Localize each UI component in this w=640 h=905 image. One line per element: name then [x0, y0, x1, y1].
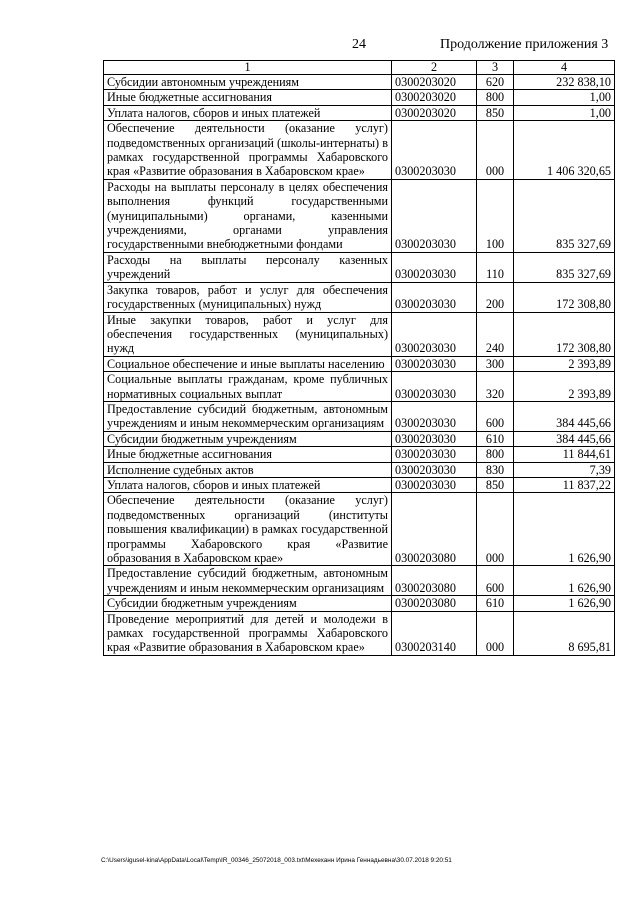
row-code: 0300203080: [392, 596, 477, 611]
row-type: 200: [477, 282, 514, 312]
table-row: [104, 477, 615, 492]
row-type: 240: [477, 312, 514, 356]
row-sum: 384 445,66: [514, 401, 615, 431]
row-code: 0300203030: [392, 121, 477, 180]
row-type: 620: [477, 75, 514, 90]
row-name: Расходы на выплаты персоналу казенных учреждений: [104, 252, 392, 282]
row-type: 320: [477, 372, 514, 402]
row-sum: 2 393,89: [514, 356, 615, 371]
row-name: Социальное обеспечение и иные выплаты населению: [104, 356, 392, 371]
row-type: 000: [477, 121, 514, 180]
row-name: Иные бюджетные ассигнования: [104, 90, 392, 105]
row-name: Социальные выплаты гражданам, кроме публичных нормативных социальных выплат: [104, 372, 392, 402]
row-code: 0300203020: [392, 105, 477, 120]
row-type: 100: [477, 179, 514, 252]
row-name: Обеспечение деятельности (оказание услуг) подведомственных организаций (институты повышения квалификации) в рамках государственной программы Хабаровского края «Развитие образования в Хабаровском крае»: [104, 493, 392, 566]
table-row: [104, 282, 615, 312]
row-sum: 7,39: [514, 462, 615, 477]
row-code: 0300203030: [392, 282, 477, 312]
file-path-footer: C:\Users\igusel-kina\AppData\Local\Temp\IR_00346_25072018_003.txt\Мехеханн Ирина Геннадьевна\30.07.2018 9:20:51: [101, 857, 452, 864]
column-header-sum: 4: [514, 61, 615, 75]
table-row: [104, 121, 615, 180]
row-sum: 172 308,80: [514, 282, 615, 312]
table-row: [104, 90, 615, 105]
row-name: Предоставление субсидий бюджетным, автономным учреждениям и иным некоммерческим организациям: [104, 566, 392, 596]
row-code: 0300203020: [392, 90, 477, 105]
row-type: 000: [477, 611, 514, 655]
row-sum: 1,00: [514, 105, 615, 120]
row-type: 300: [477, 356, 514, 371]
row-sum: 384 445,66: [514, 431, 615, 446]
row-code: 0300203030: [392, 477, 477, 492]
row-code: 0300203030: [392, 356, 477, 371]
row-name: Проведение мероприятий для детей и молодежи в рамках государственной программы Хабаровского края «Развитие образования в Хабаровском крае»: [104, 611, 392, 655]
table-row: [104, 611, 615, 655]
row-code: 0300203030: [392, 431, 477, 446]
row-type: 600: [477, 566, 514, 596]
row-sum: 1 626,90: [514, 596, 615, 611]
table-row: [104, 372, 615, 402]
table-row: [104, 179, 615, 252]
row-name: Иные бюджетные ассигнования: [104, 447, 392, 462]
column-header-name: 1: [104, 61, 392, 75]
row-sum: 1 626,90: [514, 493, 615, 566]
row-sum: 1,00: [514, 90, 615, 105]
row-name: Уплата налогов, сборов и иных платежей: [104, 477, 392, 492]
column-header-code: 2: [392, 61, 477, 75]
row-type: 600: [477, 401, 514, 431]
row-sum: 232 838,10: [514, 75, 615, 90]
row-type: 610: [477, 431, 514, 446]
row-type: 830: [477, 462, 514, 477]
row-code: 0300203030: [392, 312, 477, 356]
row-type: 000: [477, 493, 514, 566]
row-sum: 835 327,69: [514, 252, 615, 282]
appendix-continuation-label: Продолжение приложения 3: [440, 37, 609, 52]
row-sum: 1 626,90: [514, 566, 615, 596]
row-type: 800: [477, 90, 514, 105]
row-sum: 2 393,89: [514, 372, 615, 402]
budget-table: [103, 60, 615, 656]
row-name: Субсидии бюджетным учреждениям: [104, 431, 392, 446]
row-code: 0300203030: [392, 447, 477, 462]
row-code: 0300203140: [392, 611, 477, 655]
table-row: [104, 493, 615, 566]
row-sum: 8 695,81: [514, 611, 615, 655]
row-type: 610: [477, 596, 514, 611]
row-type: 110: [477, 252, 514, 282]
row-code: 0300203030: [392, 252, 477, 282]
page-number: 24: [352, 37, 366, 52]
row-type: 850: [477, 105, 514, 120]
row-sum: 1 406 320,65: [514, 121, 615, 180]
row-name: Расходы на выплаты персоналу в целях обеспечения выполнения функций государственными (муниципальными) органами, казенными учреждениями, органами управления государственными внебюджетными фондами: [104, 179, 392, 252]
row-name: Исполнение судебных актов: [104, 462, 392, 477]
column-header-type: 3: [477, 61, 514, 75]
table-row: [104, 431, 615, 446]
row-sum: 11 844,61: [514, 447, 615, 462]
table-row: [104, 105, 615, 120]
table-row: [104, 252, 615, 282]
table-row: [104, 566, 615, 596]
row-code: 0300203030: [392, 462, 477, 477]
row-type: 850: [477, 477, 514, 492]
row-sum: 11 837,22: [514, 477, 615, 492]
row-sum: 835 327,69: [514, 179, 615, 252]
row-name: Предоставление субсидий бюджетным, автономным учреждениям и иным некоммерческим организациям: [104, 401, 392, 431]
row-name: Закупка товаров, работ и услуг для обеспечения государственных (муниципальных) нужд: [104, 282, 392, 312]
table-row: [104, 75, 615, 90]
row-code: 0300203030: [392, 179, 477, 252]
table-row: [104, 447, 615, 462]
row-name: Иные закупки товаров, работ и услуг для обеспечения государственных (муниципальных) нужд: [104, 312, 392, 356]
row-code: 0300203020: [392, 75, 477, 90]
table-row: [104, 356, 615, 371]
table-header-row: [104, 61, 615, 75]
row-type: 800: [477, 447, 514, 462]
row-name: Субсидии бюджетным учреждениям: [104, 596, 392, 611]
row-sum: 172 308,80: [514, 312, 615, 356]
row-code: 0300203080: [392, 493, 477, 566]
row-name: Субсидии автономным учреждениям: [104, 75, 392, 90]
row-name: Уплата налогов, сборов и иных платежей: [104, 105, 392, 120]
row-name: Обеспечение деятельности (оказание услуг) подведомственных организаций (школы-интернаты) в рамках государственной программы Хабаровского края «Развитие образования в Хабаровском крае»: [104, 121, 392, 180]
table-row: [104, 401, 615, 431]
table-row: [104, 312, 615, 356]
row-code: 0300203030: [392, 401, 477, 431]
table-row: [104, 462, 615, 477]
row-code: 0300203080: [392, 566, 477, 596]
row-code: 0300203030: [392, 372, 477, 402]
table-row: [104, 596, 615, 611]
